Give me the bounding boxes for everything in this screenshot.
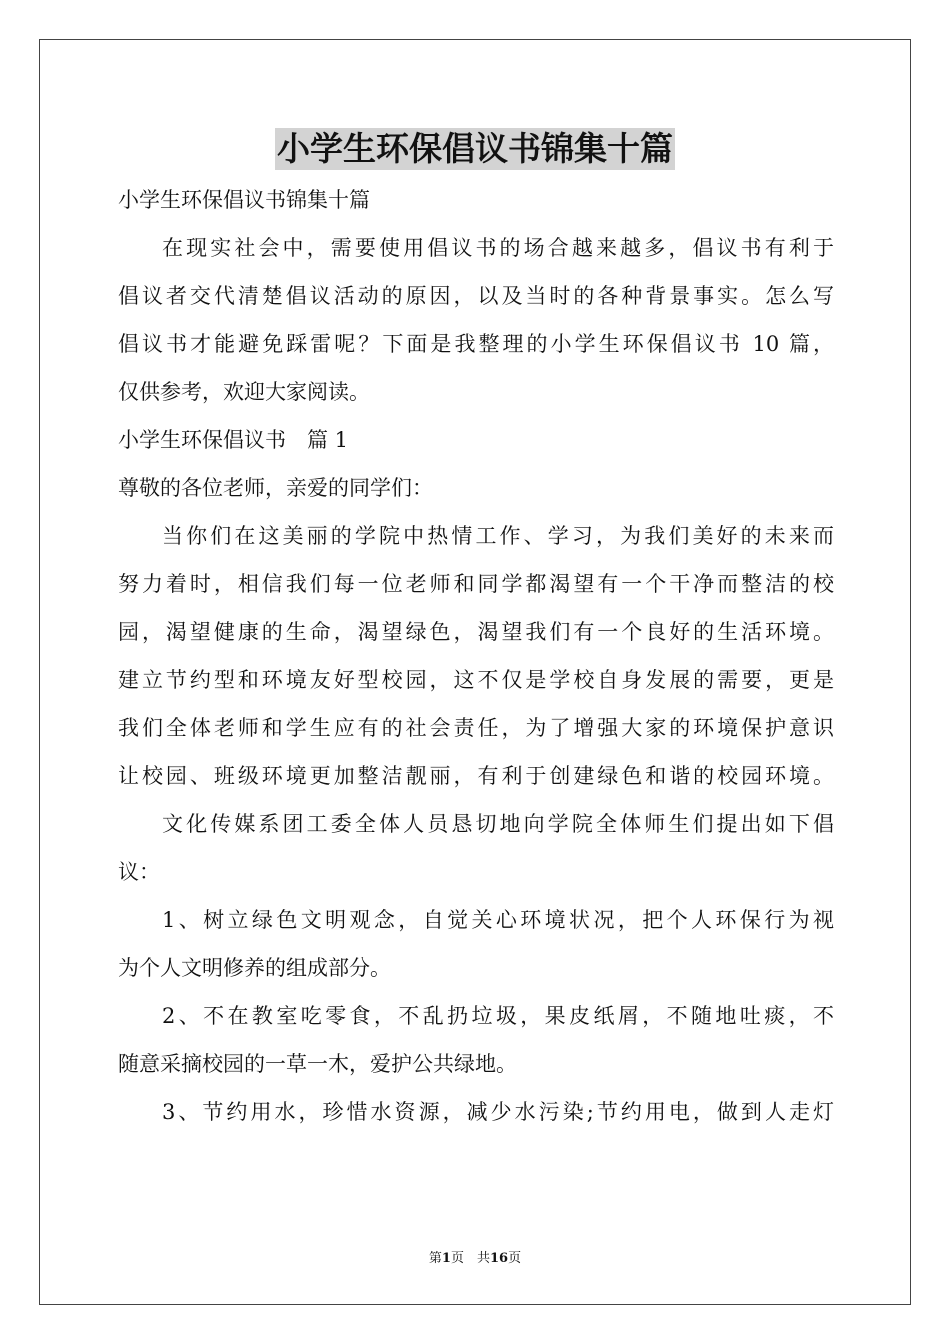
text-line: 1、树立绿色文明观念，自觉关心环境状况，把个人环保行为视	[162, 908, 834, 932]
text-line: 3、节约用水，珍惜水资源，减少水污染;节约用电，做到人走灯	[162, 1100, 834, 1124]
footer-suffix: 页	[508, 1251, 522, 1266]
document-body	[118, 176, 834, 1136]
page-footer	[0, 1247, 950, 1266]
text-line: 当你们在这美丽的学院中热情工作、学习，为我们美好的未来而	[162, 524, 834, 548]
footer-mid: 页 共	[450, 1251, 490, 1266]
document-title: 小学生环保倡议书锦集十篇	[277, 129, 673, 168]
title-container	[0, 128, 950, 170]
text-line: 园，渴望健康的生命，渴望绿色，渴望我们有一个良好的生活环境。	[118, 620, 834, 644]
text-line: 让校园、班级环境更加整洁靓丽，有利于创建绿色和谐的校园环境。	[118, 764, 834, 788]
text-line: 文化传媒系团工委全体人员恳切地向学院全体师生们提出如下倡	[162, 812, 834, 836]
footer-prefix: 第	[428, 1251, 442, 1266]
text-line: 努力着时，相信我们每一位老师和同学都渴望有一个干净而整洁的校	[118, 572, 834, 596]
text-line: 随意采摘校园的一草一木，爱护公共绿地。	[118, 1052, 517, 1076]
text-line: 尊敬的各位老师，亲爱的同学们：	[118, 476, 433, 500]
footer-total-pages: 16	[489, 1251, 509, 1266]
footer-page-number: 1	[441, 1251, 451, 1266]
text-line: 我们全体老师和学生应有的社会责任，为了增强大家的环境保护意识	[118, 716, 834, 740]
text-line: 小学生环保倡议书 篇 1	[118, 428, 349, 452]
text-line: 在现实社会中，需要使用倡议书的场合越来越多，倡议书有利于	[162, 236, 834, 260]
text-line: 仅供参考，欢迎大家阅读。	[118, 380, 370, 404]
text-line: 小学生环保倡议书锦集十篇	[118, 188, 370, 212]
text-line: 建立节约型和环境友好型校园，这不仅是学校自身发展的需要，更是	[118, 668, 834, 692]
text-line: 倡议者交代清楚倡议活动的原因，以及当时的各种背景事实。怎么写	[118, 284, 834, 308]
text-line: 2、不在教室吃零食，不乱扔垃圾，果皮纸屑，不随地吐痰，不	[162, 1004, 834, 1028]
text-line: 为个人文明修养的组成部分。	[118, 956, 391, 980]
text-line: 议：	[118, 860, 160, 884]
text-line: 倡议书才能避免踩雷呢？下面是我整理的小学生环保倡议书 10 篇，	[118, 332, 834, 356]
